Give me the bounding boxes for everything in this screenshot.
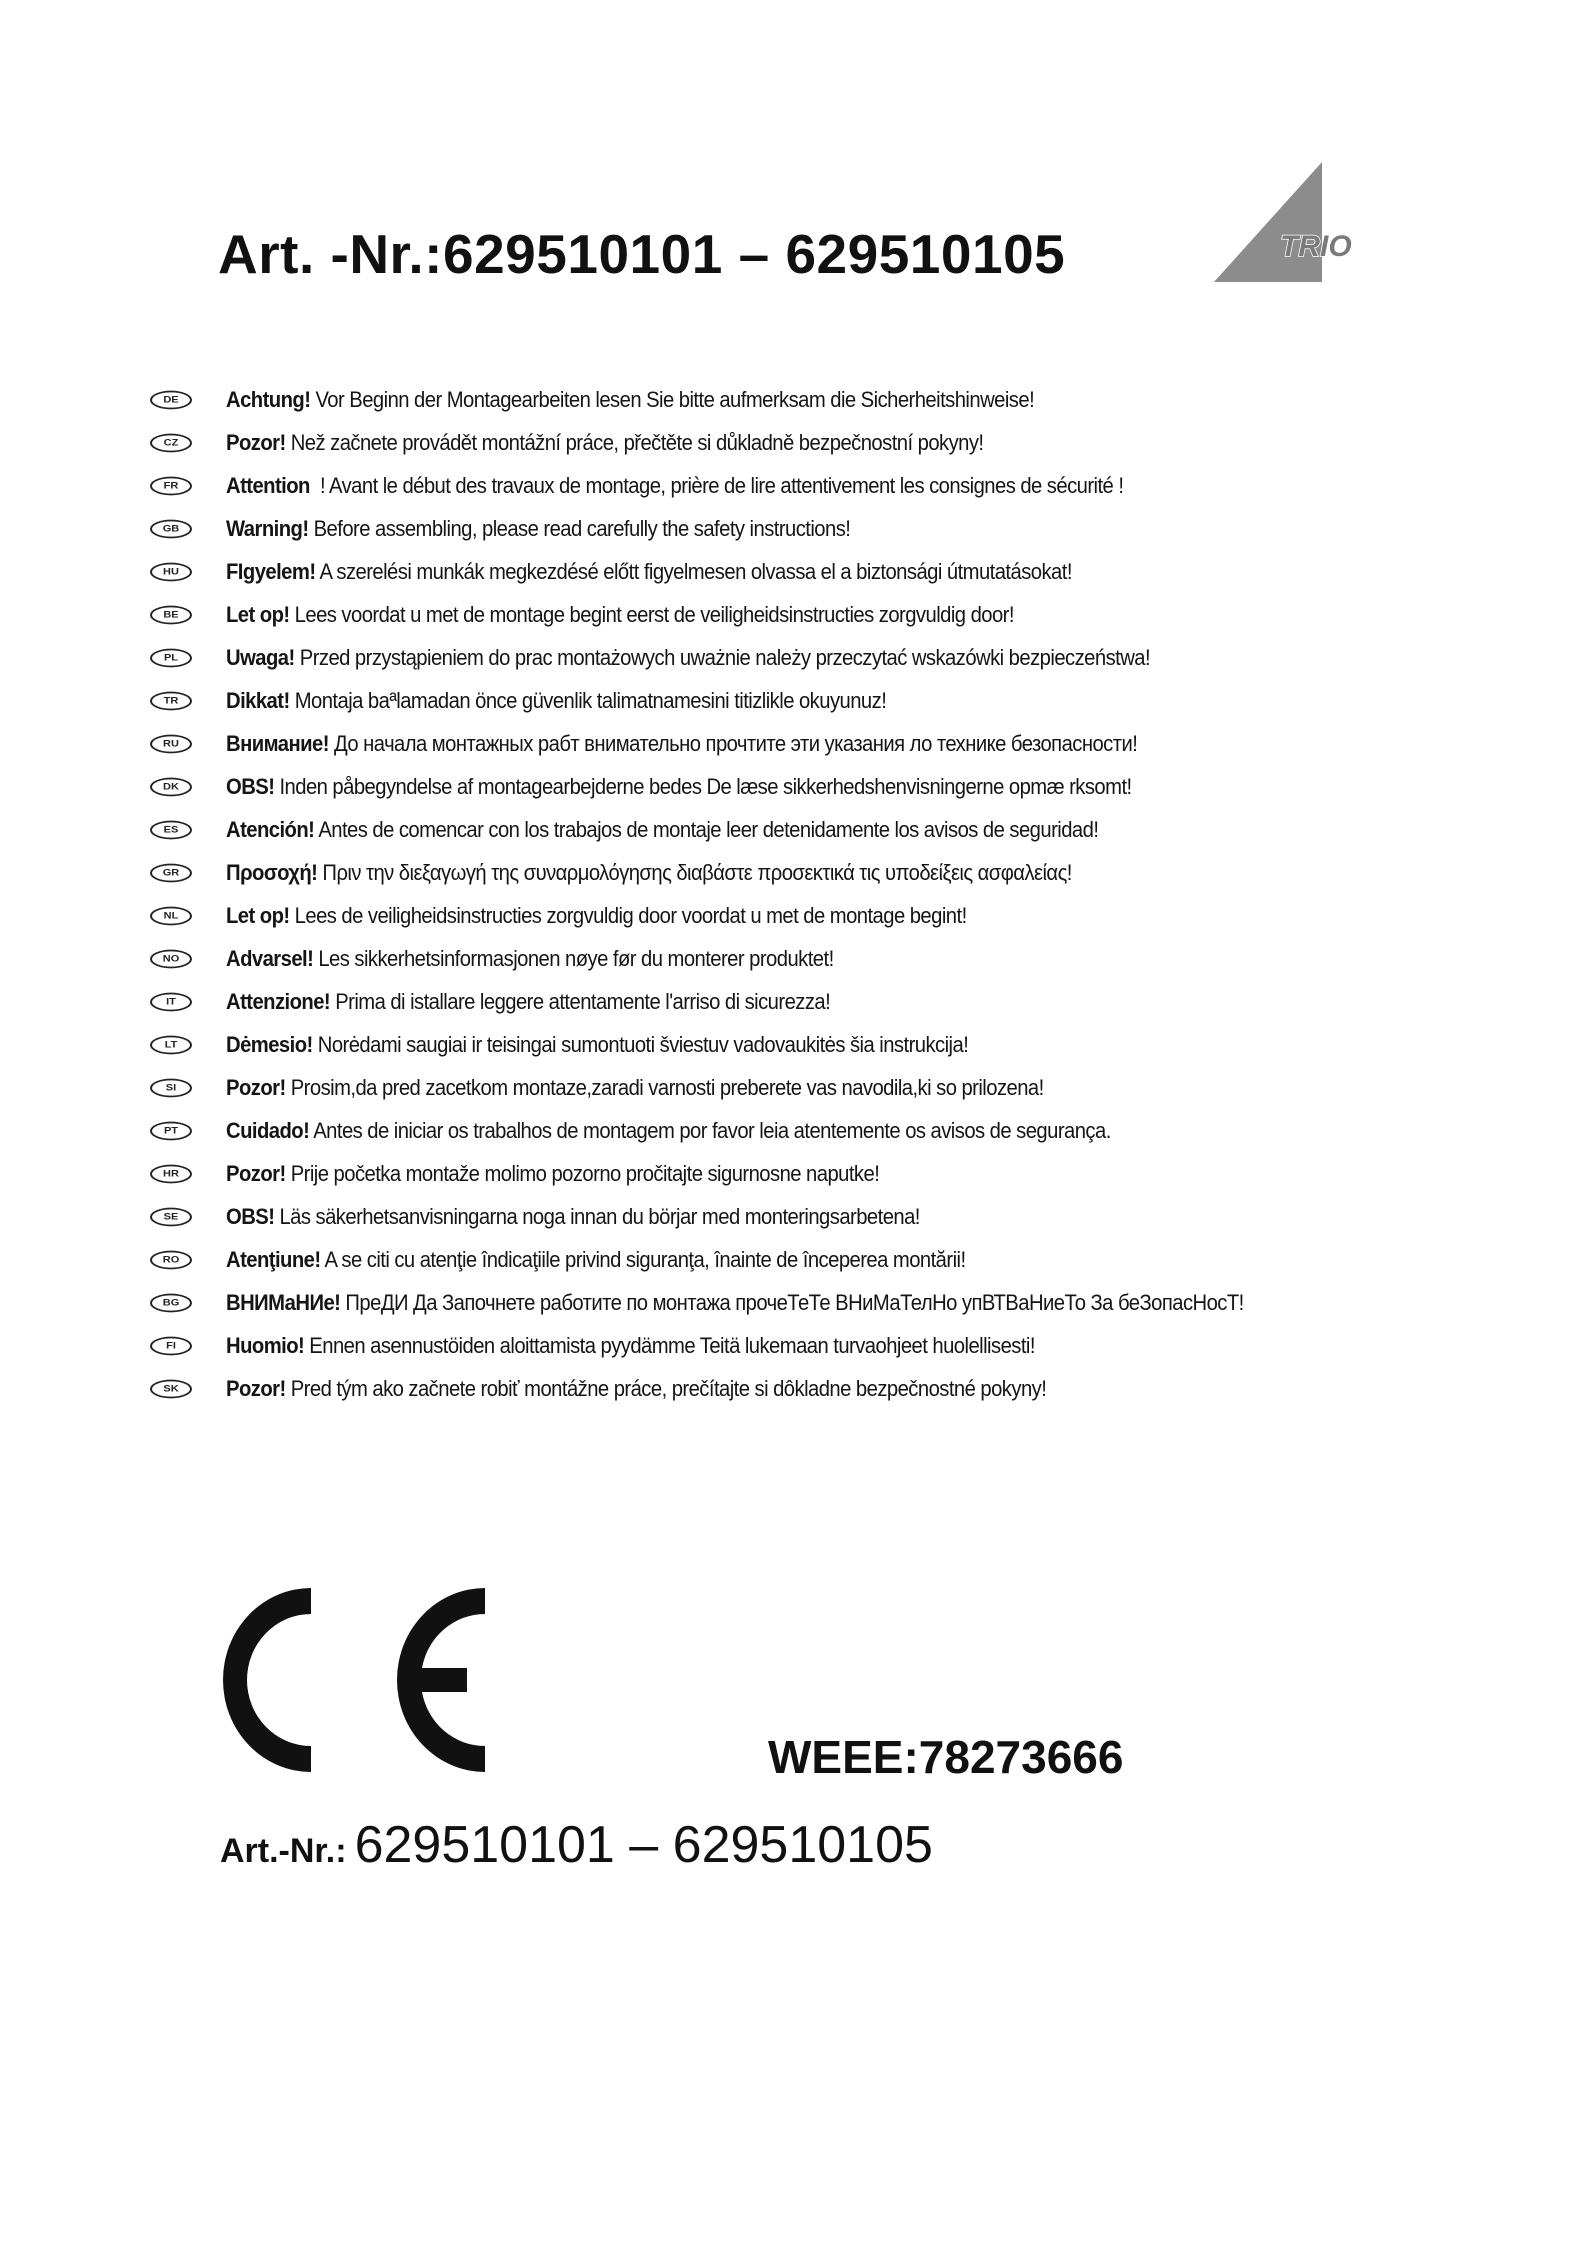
warning-body: Ennen asennustöiden aloittamista pyydämme Teitä lukemaan turvaohjeet huolellisesti! bbox=[304, 1332, 1035, 1358]
warning-row bbox=[150, 1109, 1550, 1152]
warning-body: Lees de veiligheidsinstructies zorgvuldig door voordat u met de montage begint! bbox=[289, 902, 967, 928]
warning-lead: Προσοχή! bbox=[226, 859, 318, 885]
warning-text bbox=[226, 516, 850, 542]
warning-lead: Cuidado! bbox=[226, 1117, 310, 1143]
warning-lead: Achtung! bbox=[226, 386, 311, 412]
warning-lead: Let op! bbox=[226, 902, 290, 928]
warning-text bbox=[226, 602, 1014, 628]
article-number-footer bbox=[220, 1815, 933, 1875]
warning-text bbox=[226, 774, 1132, 800]
warning-lead: Huomio! bbox=[226, 1332, 305, 1358]
warning-lead: Atenţiune! bbox=[226, 1246, 321, 1272]
language-code-badge: CZ bbox=[150, 433, 192, 452]
warning-body: Norėdami saugiai ir teisingai sumontuoti šviestuv vadovaukitės šia instrukcija! bbox=[312, 1031, 969, 1057]
warning-row bbox=[150, 937, 1550, 980]
page-title: Art. -Nr.:629510101 – 629510105 bbox=[218, 223, 1066, 285]
warning-text bbox=[226, 903, 967, 929]
language-code-badge: SE bbox=[150, 1207, 192, 1226]
language-code-badge: NL bbox=[150, 906, 192, 925]
warning-text bbox=[226, 559, 1072, 585]
warning-body: Inden påbegyndelse af montagearbejderne bedes De læse sikkerhedshenvisningerne opmæ rksomt! bbox=[274, 773, 1132, 799]
warning-text bbox=[226, 946, 834, 972]
trio-logo bbox=[1210, 160, 1370, 285]
warning-row bbox=[150, 1281, 1550, 1324]
warning-row bbox=[150, 1023, 1550, 1066]
warning-body: ПреДИ Да Започнете работите по монтажа прочеТеТе ВНиМаТелНо упВТВаНиеТо За беЗопасНосТ! bbox=[340, 1289, 1244, 1315]
warning-lead: OBS! bbox=[226, 1203, 275, 1229]
warning-row bbox=[150, 894, 1550, 937]
warning-row bbox=[150, 808, 1550, 851]
warning-text bbox=[226, 688, 886, 714]
warning-text bbox=[226, 1204, 920, 1230]
warning-text bbox=[226, 1376, 1046, 1402]
warning-lead: ВНИМаНИе! bbox=[226, 1289, 341, 1315]
warning-row bbox=[150, 550, 1550, 593]
warning-lead: Warning! bbox=[226, 515, 309, 541]
warning-text bbox=[226, 1118, 1111, 1144]
warning-row bbox=[150, 851, 1550, 894]
warning-lead: Attention bbox=[226, 472, 310, 498]
language-code-badge: RU bbox=[150, 734, 192, 753]
language-code-badge: GB bbox=[150, 519, 192, 538]
warning-row bbox=[150, 1367, 1550, 1410]
warning-row bbox=[150, 980, 1550, 1023]
warning-row bbox=[150, 464, 1550, 507]
language-code-badge: PT bbox=[150, 1121, 192, 1140]
warning-text bbox=[226, 430, 984, 456]
warning-text bbox=[226, 473, 1123, 499]
language-code-badge: SI bbox=[150, 1078, 192, 1097]
warning-row bbox=[150, 765, 1550, 808]
warning-lead: Advarsel! bbox=[226, 945, 314, 971]
warning-row bbox=[150, 636, 1550, 679]
warning-body: Než začnete provádět montážní práce, přečtěte si důkladně bezpečnostní pokyny! bbox=[285, 429, 984, 455]
warning-row bbox=[150, 593, 1550, 636]
warning-body: Montaja baªlamadan önce güvenlik talimatnamesini titizlikle okuyunuz! bbox=[289, 687, 887, 713]
warning-body: Pred tým ako začnete robiť montážne práce, prečítajte si dôkladne bezpečnostné pokyny! bbox=[285, 1375, 1047, 1401]
warning-text bbox=[226, 1247, 966, 1273]
language-code-badge: PL bbox=[150, 648, 192, 667]
warning-body: A szerelési munkák megkezdésé előtt figyelmesen olvassa el a biztonsági útmutatásokat! bbox=[315, 558, 1072, 584]
logo-text: TRIO bbox=[1280, 230, 1352, 263]
warning-text bbox=[226, 989, 830, 1015]
language-code-badge: HU bbox=[150, 562, 192, 581]
ce-mark-icon bbox=[215, 1578, 495, 1778]
language-code-badge: FI bbox=[150, 1336, 192, 1355]
language-code-badge: LT bbox=[150, 1035, 192, 1054]
warning-row bbox=[150, 722, 1550, 765]
warning-row bbox=[150, 507, 1550, 550]
warning-body: Vor Beginn der Montagearbeiten lesen Sie bitte aufmerksam die Sicherheitshinweise! bbox=[310, 386, 1035, 412]
warning-row bbox=[150, 679, 1550, 722]
warning-lead: Dikkat! bbox=[226, 687, 290, 713]
warning-lead: Atención! bbox=[226, 816, 315, 842]
language-code-badge: BE bbox=[150, 605, 192, 624]
warning-lead: FIgyelem! bbox=[226, 558, 316, 584]
warning-text bbox=[226, 1032, 968, 1058]
safety-warnings-list bbox=[150, 378, 1550, 1410]
warning-lead: Pozor! bbox=[226, 429, 286, 455]
warning-row bbox=[150, 1324, 1550, 1367]
article-number-value: 629510101 – 629510105 bbox=[354, 1816, 933, 1874]
warning-row bbox=[150, 421, 1550, 464]
language-code-badge: TR bbox=[150, 691, 192, 710]
warning-body: Antes de comencar con los trabajos de montaje leer detenidamente los avisos de seguridad! bbox=[314, 816, 1099, 842]
language-code-badge: FR bbox=[150, 476, 192, 495]
warning-lead: Attenzione! bbox=[226, 988, 331, 1014]
warning-lead: Dėmesio! bbox=[226, 1031, 313, 1057]
warning-lead: Pozor! bbox=[226, 1160, 286, 1186]
language-code-badge: DK bbox=[150, 777, 192, 796]
warning-body: До начала монтажных рабт внимательно прочтите эти указания ло технике безопасности! bbox=[328, 730, 1138, 756]
warning-text bbox=[226, 645, 1150, 671]
warning-lead: OBS! bbox=[226, 773, 275, 799]
language-code-badge: NO bbox=[150, 949, 192, 968]
warning-body: Antes de iniciar os trabalhos de montagem por favor leia atentemente os avisos de segurança. bbox=[309, 1117, 1111, 1143]
warning-text bbox=[226, 860, 1072, 886]
warning-row bbox=[150, 1195, 1550, 1238]
warning-lead: Pozor! bbox=[226, 1074, 286, 1100]
warning-body: A se citi cu atenţie îndicaţiile privind siguranţa, înainte de începerea montării! bbox=[320, 1246, 966, 1272]
warning-lead: Внимание! bbox=[226, 730, 329, 756]
warning-row bbox=[150, 378, 1550, 421]
warning-body: Prosim,da pred zacetkom montaze,zaradi varnosti preberete vas navodila,ki so prilozena! bbox=[285, 1074, 1044, 1100]
warning-body: Πριν την διεξαγωγή της συναρμολόγησης διαβάστε προσεκτικά τις υποδείξεις ασφαλείας! bbox=[317, 859, 1072, 885]
warning-text bbox=[226, 1075, 1044, 1101]
language-code-badge: GR bbox=[150, 863, 192, 882]
warning-text bbox=[226, 817, 1098, 843]
weee-number: WEEE:78273666 bbox=[768, 1731, 1124, 1783]
warning-text bbox=[226, 1290, 1244, 1316]
warning-lead: Let op! bbox=[226, 601, 290, 627]
warning-row bbox=[150, 1152, 1550, 1195]
warning-row bbox=[150, 1066, 1550, 1109]
warning-body: ! Avant le début des travaux de montage, prière de lire attentivement les consignes de sécurité ! bbox=[309, 472, 1124, 498]
language-code-badge: SK bbox=[150, 1379, 192, 1398]
warning-text bbox=[226, 731, 1137, 757]
language-code-badge: DE bbox=[150, 390, 192, 409]
language-code-badge: BG bbox=[150, 1293, 192, 1312]
language-code-badge: RO bbox=[150, 1250, 192, 1269]
warning-row bbox=[150, 1238, 1550, 1281]
warning-body: Before assembling, please read carefully the safety instructions! bbox=[308, 515, 851, 541]
article-number-label: Art.-Nr.: bbox=[220, 1832, 347, 1870]
warning-body: Lees voordat u met de montage begint eerst de veiligheidsinstructies zorgvuldig door! bbox=[289, 601, 1014, 627]
warning-body: Prije početka montaže molimo pozorno pročitajte sigurnosne naputke! bbox=[285, 1160, 880, 1186]
warning-body: Prima di istallare leggere attentamente l'arriso di sicurezza! bbox=[330, 988, 831, 1014]
warning-text bbox=[226, 387, 1034, 413]
warning-body: Läs säkerhetsanvisningarna noga innan du börjar med monteringsarbetena! bbox=[274, 1203, 920, 1229]
language-code-badge: ES bbox=[150, 820, 192, 839]
warning-lead: Pozor! bbox=[226, 1375, 286, 1401]
warning-text bbox=[226, 1333, 1035, 1359]
warning-text bbox=[226, 1161, 879, 1187]
language-code-badge: IT bbox=[150, 992, 192, 1011]
language-code-badge: HR bbox=[150, 1164, 192, 1183]
warning-lead: Uwaga! bbox=[226, 644, 295, 670]
warning-body: Przed przystąpieniem do prac montażowych uważnie należy przeczytać wskazówki bezpieczeństwa! bbox=[294, 644, 1151, 670]
warning-body: Les sikkerhetsinformasjonen nøye før du monterer produktet! bbox=[313, 945, 834, 971]
